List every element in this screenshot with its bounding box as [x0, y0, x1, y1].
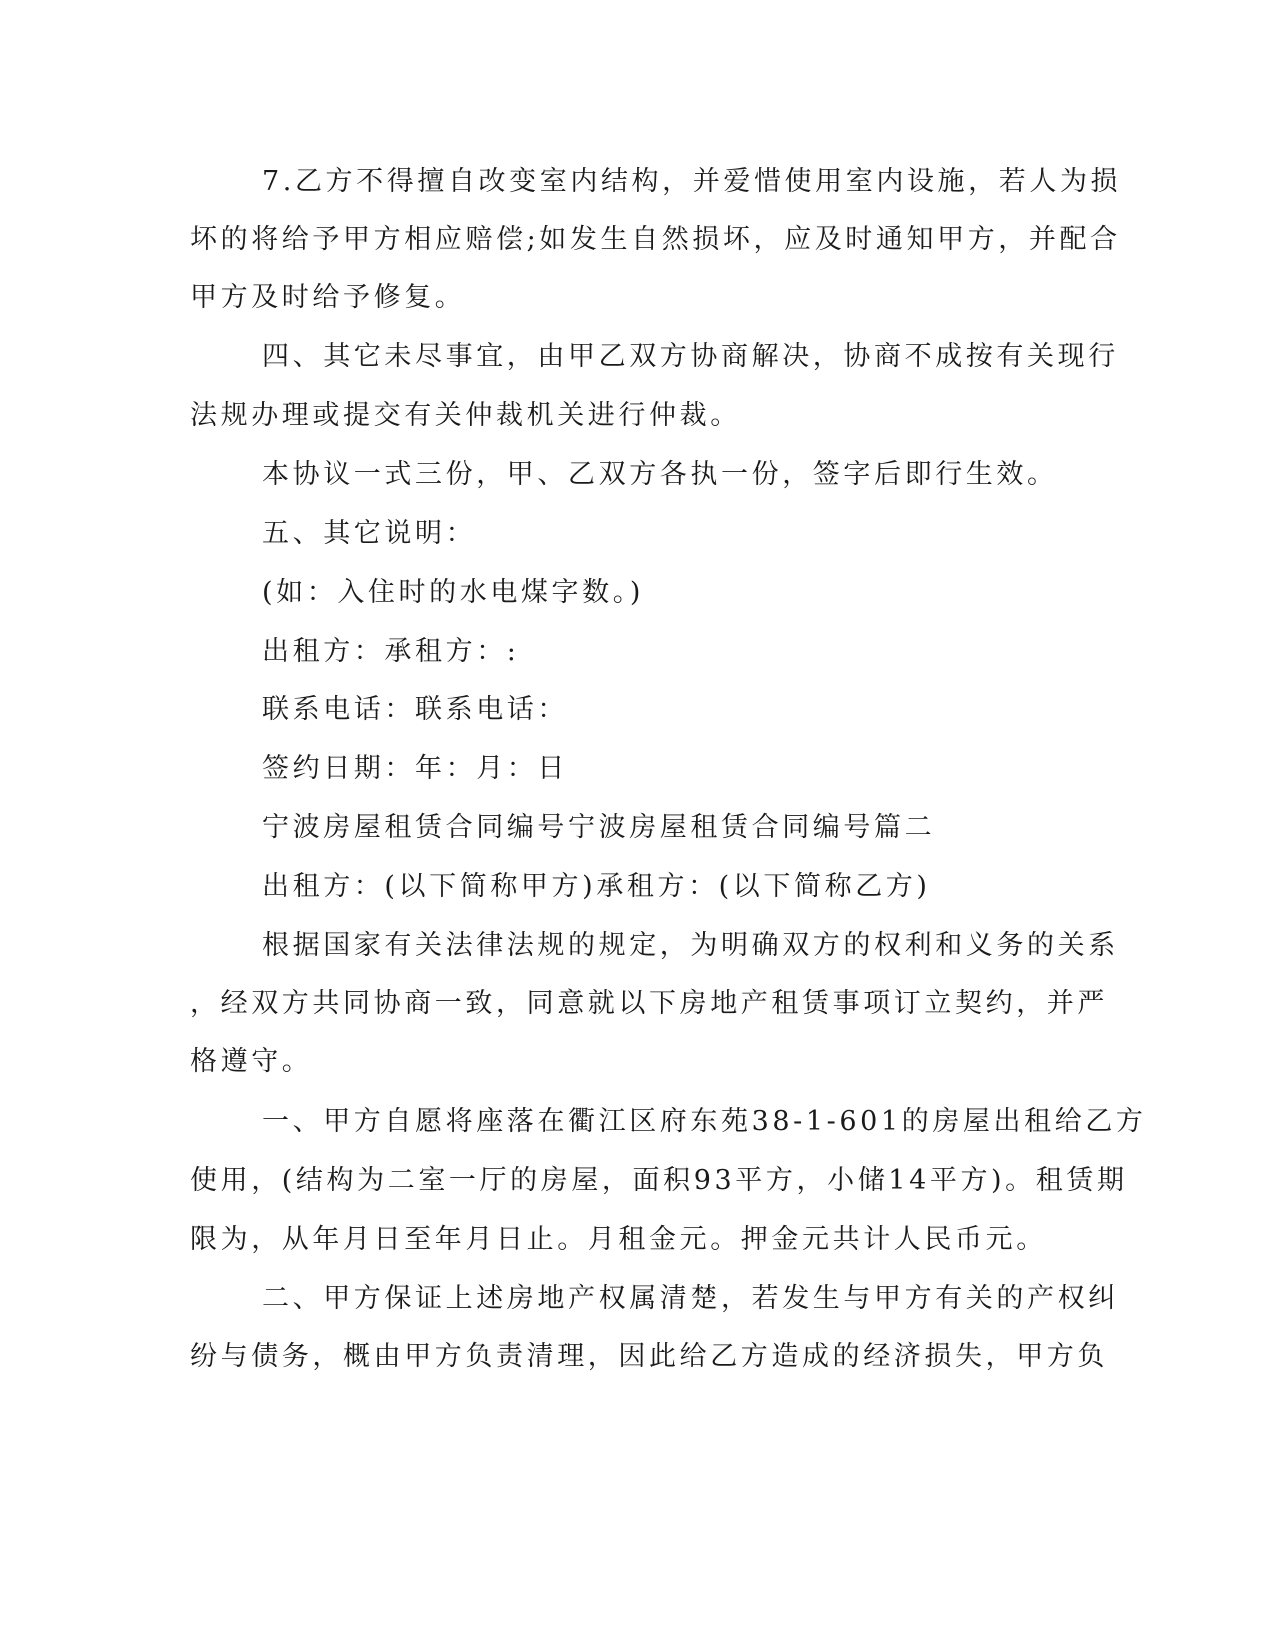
text-line: ，经双方共同协商一致，同意就以下房地产租赁事项订立契约，并严: [190, 988, 1108, 1019]
text-line: 签约日期：年：月：日: [262, 753, 568, 784]
text-line: 二、甲方保证上述房地产权属清楚，若发生与甲方有关的产权纠: [262, 1283, 1119, 1314]
text-line: 甲方及时给予修复。: [190, 282, 466, 313]
text-line: 纷与债务，概由甲方负责清理，因此给乙方造成的经济损失，甲方负: [190, 1341, 1108, 1372]
text-line: 限为，从年月日至年月日止。月租金元。押金元共计人民币元。: [190, 1224, 1047, 1255]
text-line: (如：入住时的水电煤字数。): [262, 577, 644, 608]
text-line: 法规办理或提交有关仲裁机关进行仲裁。: [190, 400, 741, 431]
text-line: 出租方：承租方：:: [262, 636, 520, 667]
text-line: 一、甲方自愿将座落在衢江区府东苑38-1-601的房屋出租给乙方: [262, 1106, 1147, 1137]
text-line: 出租方：(以下简称甲方)承租方：(以下简称乙方): [262, 871, 931, 902]
text-line: 五、其它说明：: [262, 518, 477, 549]
text-line: 根据国家有关法律法规的规定，为明确双方的权利和义务的关系: [262, 930, 1119, 961]
text-line: 联系电话：联系电话：: [262, 694, 568, 725]
section-heading: 宁波房屋租赁合同编号宁波房屋租赁合同编号篇二: [262, 812, 936, 843]
text-line: 本协议一式三份，甲、乙双方各执一份，签字后即行生效。: [262, 459, 1058, 490]
text-line: 使用，(结构为二室一厅的房屋，面积93平方，小储14平方)。租赁期: [190, 1165, 1128, 1196]
text-line: 格遵守。: [190, 1046, 313, 1077]
text-line: 7.乙方不得擅自改变室内结构，并爱惜使用室内设施，若人为损: [262, 166, 1122, 197]
text-line: 四、其它未尽事宜，由甲乙双方协商解决，协商不成按有关现行: [262, 341, 1119, 372]
text-line: 坏的将给予甲方相应赔偿;如发生自然损坏，应及时通知甲方，并配合: [190, 224, 1121, 255]
